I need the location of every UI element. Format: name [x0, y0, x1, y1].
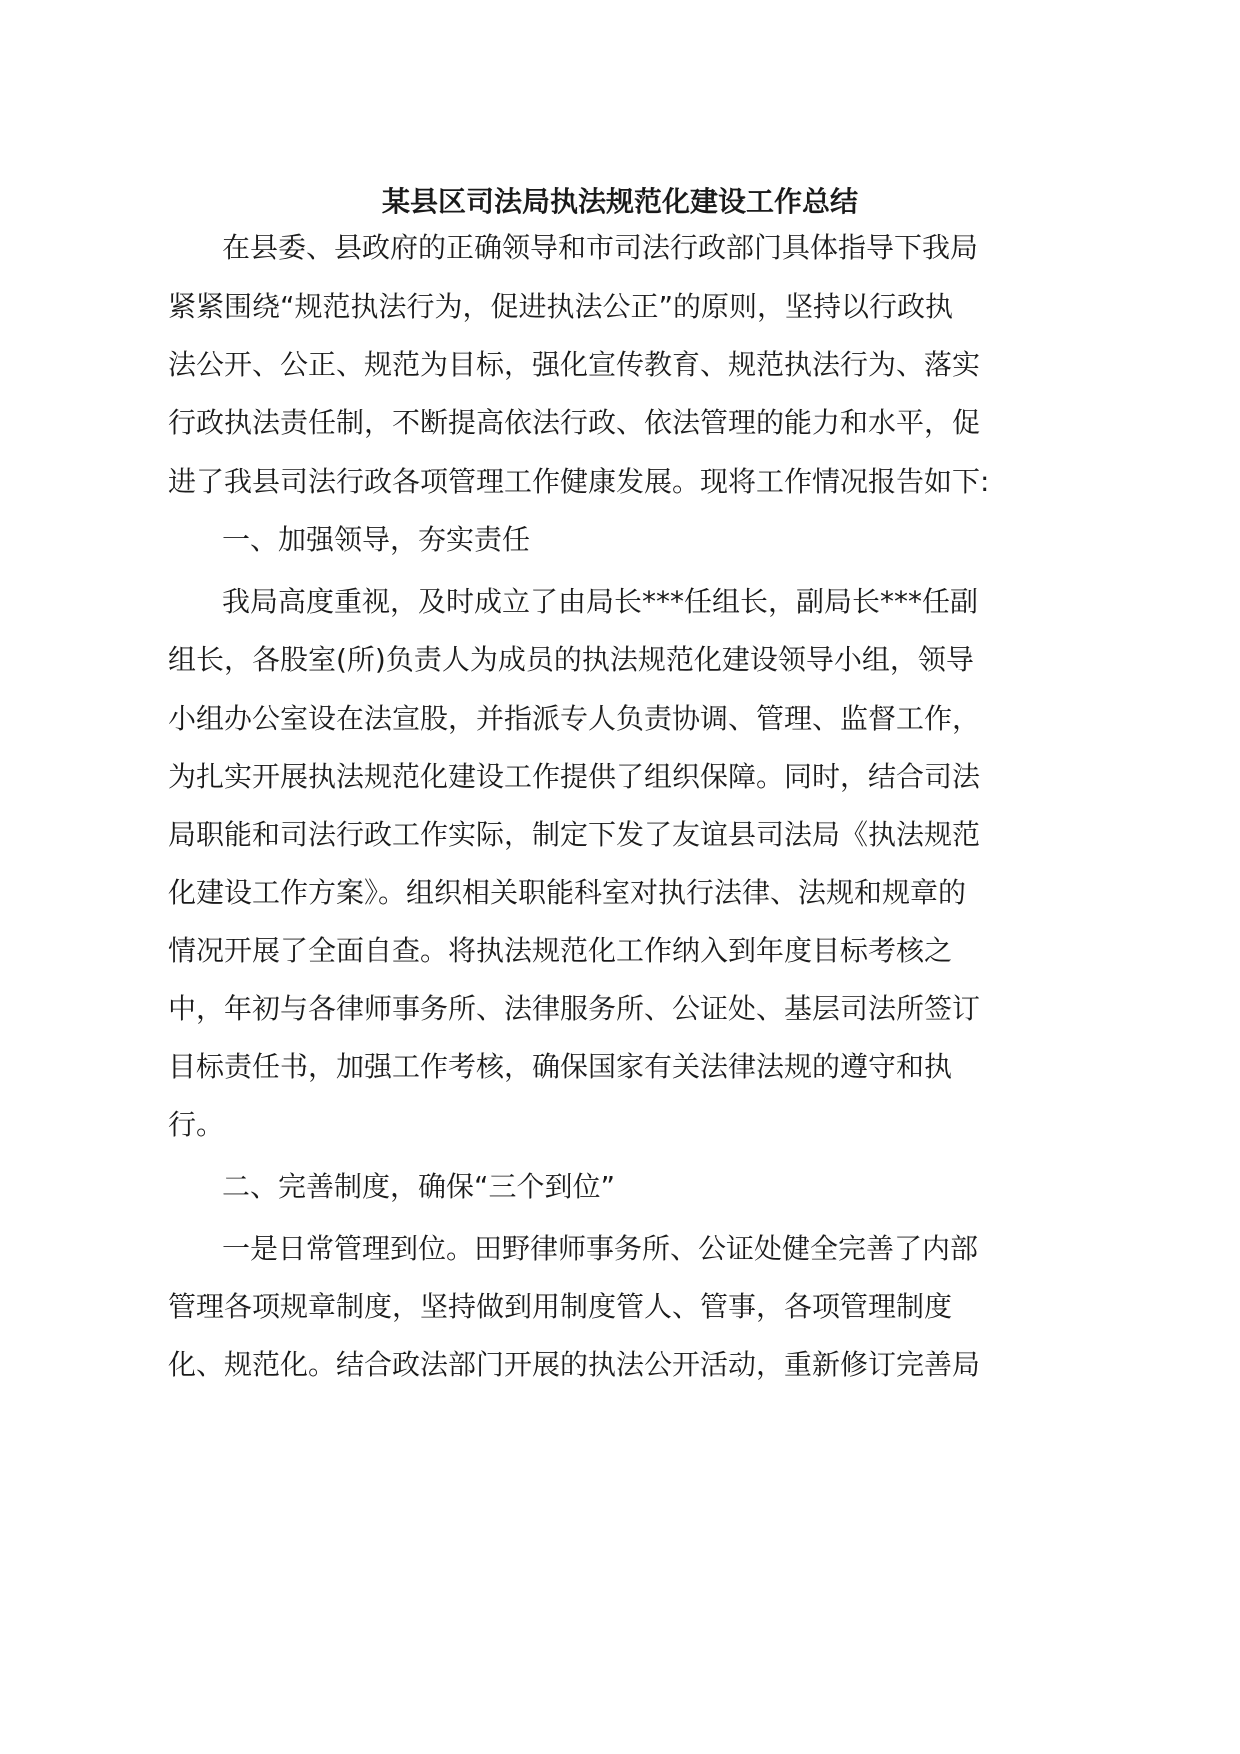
text-line: 化、规范化。结合政法部门开展的执法公开活动，重新修订完善局 — [168, 1348, 981, 1381]
text-line: 小组办公室设在法宣股，并指派专人负责协调、管理、监督工作， — [168, 702, 981, 735]
text-line: 局职能和司法行政工作实际，制定下发了友谊县司法局《执法规范 — [168, 818, 981, 851]
text-line: 情况开展了全面自查。将执法规范化工作纳入到年度目标考核之 — [168, 934, 953, 967]
text-line: 中，年初与各律师事务所、法律服务所、公证处、基层司法所签订 — [168, 992, 981, 1025]
text-line: 管理各项规章制度，坚持做到用制度管人、管事，各项管理制度 — [168, 1290, 953, 1323]
text-line: 行。 — [168, 1108, 225, 1141]
text-line: 我局高度重视，及时成立了由局长***任组长，副局长***任副 — [222, 585, 979, 618]
text-line: 在县委、县政府的正确领导和市司法行政部门具体指导下我局 — [222, 231, 979, 264]
document-title: 某县区司法局执法规范化建设工作总结 — [381, 185, 858, 218]
text-line: 化建设工作方案》。组织相关职能科室对执行法律、法规和规章的 — [168, 876, 967, 909]
text-line: 一是日常管理到位。田野律师事务所、公证处健全完善了内部 — [222, 1232, 979, 1265]
text-line: 行政执法责任制，不断提高依法行政、依法管理的能力和水平，促 — [168, 406, 981, 439]
section-heading: 二、完善制度，确保“三个到位” — [222, 1170, 616, 1203]
section-heading: 一、加强领导，夯实责任 — [222, 523, 531, 556]
text-line: 进了我县司法行政各项管理工作健康发展。现将工作情况报告如下: — [168, 465, 990, 498]
text-line: 紧紧围绕“规范执法行为，促进执法公正”的原则，坚持以行政执 — [168, 290, 954, 323]
text-line: 目标责任书，加强工作考核，确保国家有关法律法规的遵守和执 — [168, 1050, 953, 1083]
text-line: 为扎实开展执法规范化建设工作提供了组织保障。同时，结合司法 — [168, 760, 981, 793]
text-line: 组长，各股室(所)负责人为成员的执法规范化建设领导小组，领导 — [168, 643, 974, 676]
text-line: 法公开、公正、规范为目标，强化宣传教育、规范执法行为、落实 — [168, 348, 981, 381]
